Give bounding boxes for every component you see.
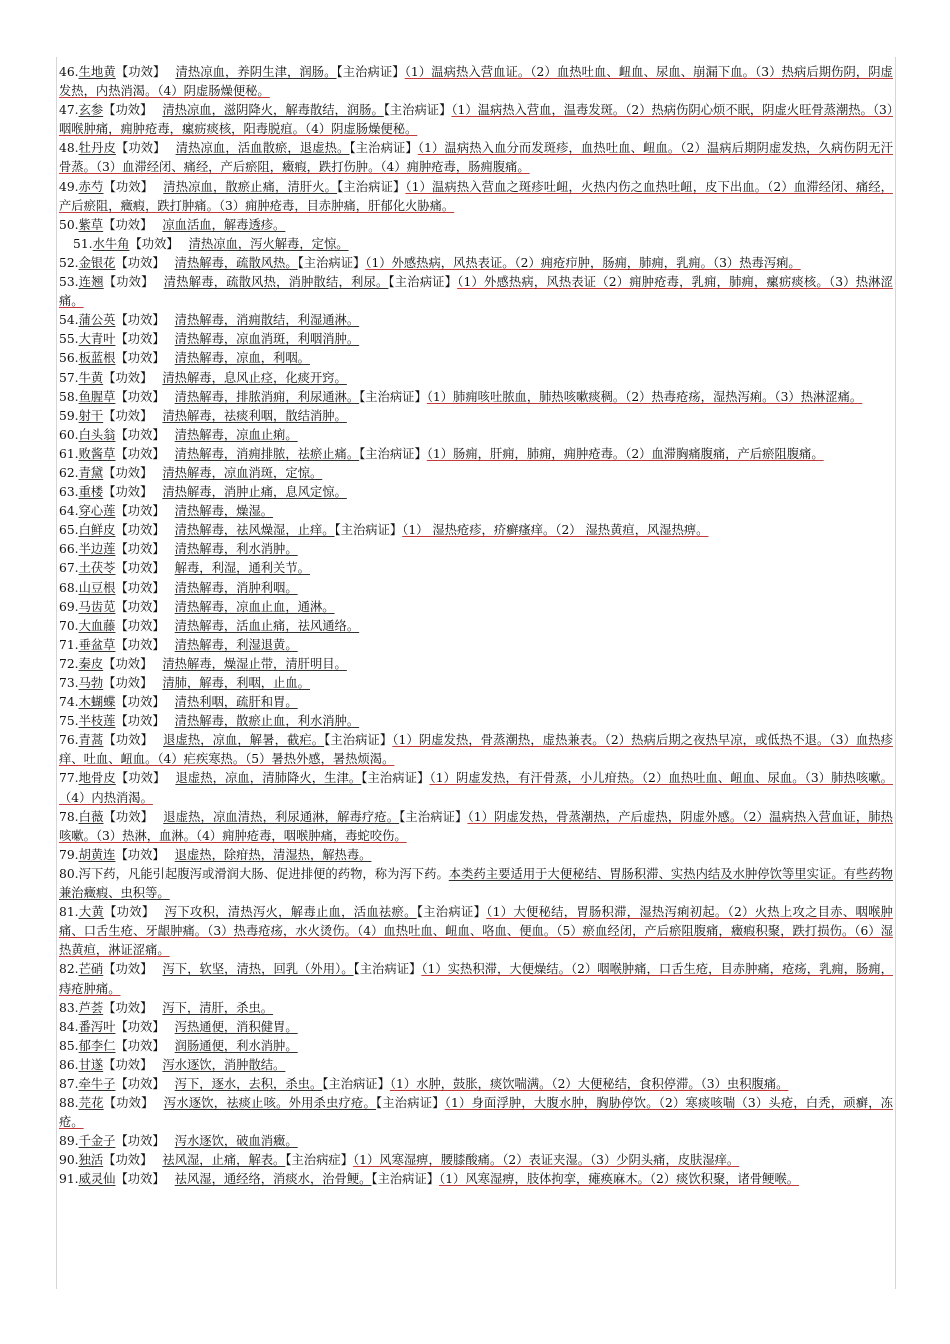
- efficacy-label: 【功效】: [115, 695, 165, 710]
- efficacy-text: 清热利咽，疏肝和胃。: [174, 695, 298, 710]
- indications-label: 【主治病症】: [285, 1153, 353, 1168]
- entry-number: 67.: [59, 561, 79, 576]
- indications-label: 【主治病证】: [336, 65, 405, 79]
- herb-entry: [59, 139, 893, 177]
- herb-name: 独活: [78, 1153, 104, 1168]
- indications-text: （1）实热积滞，大便燥结。（2）咽喉肿痛，口舌生疮，目赤肿痛，疮疡，乳痈，肠痈，痔疮肿痛。: [59, 962, 893, 996]
- herb-name: 连翘: [78, 275, 104, 290]
- efficacy-text: 清热解毒，燥湿。: [174, 504, 274, 519]
- efficacy-label: 【功效】: [115, 599, 165, 614]
- indications-text: （1）风寒湿痹，腰膝酸痛。（2）表证夹湿。（3）少阴头痛，皮肤湿痒。: [353, 1153, 740, 1168]
- indications-text: （1）温病热入血分而发斑疹，血热吐血、衄血。（2）温病后期阴虚发热，久病伤阴无汗骨蒸。（3）血滞经闭、痛经，产后瘀阻，癥瘕，跌打伤肿。（4）痈肿疮毒，肠痈腹痛。: [59, 141, 893, 175]
- herb-entry: [59, 464, 893, 483]
- indications-label: 【主治病证】: [416, 905, 487, 920]
- entry-number: 80.: [59, 866, 79, 881]
- entry-number: 63.: [59, 485, 79, 500]
- herb-entry: [59, 1037, 893, 1056]
- entry-number: 74.: [59, 695, 79, 710]
- efficacy-text: 清热解毒，消肿利咽。: [174, 580, 298, 595]
- efficacy-label: 【功效】: [103, 275, 154, 290]
- entry-number: 54.: [59, 313, 79, 328]
- efficacy-text: 祛风湿，通经络，消痰水，治骨鲠。: [174, 1172, 372, 1187]
- herb-name: 垂盆草: [78, 637, 116, 652]
- entry-number: 84.: [59, 1019, 79, 1034]
- entry-number: 57.: [59, 370, 79, 385]
- herb-entry: [59, 483, 893, 502]
- efficacy-text: 清热解毒，凉血，利咽。: [174, 351, 310, 366]
- entry-number: 88.: [59, 1096, 79, 1111]
- herb-entry: [59, 559, 893, 578]
- herb-entry: [59, 712, 893, 731]
- efficacy-text: 清热解毒，排脓消痈，利尿通淋。: [174, 389, 360, 404]
- indications-text: （1）大便秘结，胃肠积滞，湿热泻痢初起。（2）火热上攻之目赤、咽喉肿痛、口舌生疮、牙龈肿痛。（3）热毒疮疡，水火烫伤。（4）血热吐血、衄血、咯血、便血。（5）瘀血经闭，产后瘀阻腹痛，癥瘕积聚，跌打损伤。（6）湿热黄疸，淋证涩痛。: [59, 905, 893, 958]
- entry-list: [57, 57, 895, 1190]
- efficacy-text: 清热解毒，凉血止血，通淋。: [174, 599, 335, 614]
- efficacy-label: 【功效】: [115, 504, 165, 519]
- efficacy-text: 祛风湿，止痛，解表。: [162, 1153, 286, 1168]
- entry-number: 58.: [59, 389, 79, 404]
- efficacy-label: 【功效】: [115, 351, 165, 366]
- efficacy-label: 【功效】: [115, 618, 165, 633]
- section-scope: 本类药主要适用于大便秘结、胃肠积滞、实热内结及水肿停饮等里实证。有些药物兼治癥瘕、虫积等。: [59, 866, 893, 901]
- indications-label: 【主治病证】: [297, 255, 366, 270]
- herb-entry: [59, 426, 893, 445]
- indications-text: （1）水肿，鼓胀，痰饮喘满。（2）大便秘结，食积停滞。（3）虫积腹痛。: [389, 1076, 789, 1091]
- efficacy-text: 清热解毒，疏散风热，消肿散结，利尿。: [163, 275, 389, 290]
- herb-name: 马勃: [78, 676, 104, 690]
- herb-name: 地骨皮: [78, 771, 116, 786]
- efficacy-label: 【功效】: [115, 255, 165, 270]
- herb-name: 蒲公英: [78, 313, 116, 328]
- efficacy-label: 【功效】: [115, 714, 165, 729]
- entry-number: 76.: [59, 733, 79, 748]
- efficacy-text: 清热解毒，消痈散结，利湿通淋。: [174, 313, 360, 328]
- efficacy-label: 【功效】: [103, 408, 153, 423]
- herb-entry: [59, 407, 893, 426]
- indications-label: 【主治病证】: [324, 733, 393, 748]
- indications-label: 【主治病证】: [334, 523, 403, 538]
- herb-entry: [59, 502, 893, 521]
- efficacy-text: 清热凉血，滋阴降火，解毒散结，润肠。: [162, 103, 384, 118]
- herb-name: 胡黄连: [78, 847, 116, 862]
- efficacy-text: 清热解毒，凉血消斑，定惊。: [162, 465, 323, 480]
- efficacy-label: 【功效】: [115, 332, 165, 347]
- entry-number: 81.: [59, 905, 79, 920]
- efficacy-label: 【功效】: [115, 65, 166, 79]
- herb-name: 芒硝: [78, 962, 104, 977]
- efficacy-text: 泻水逐饮，祛痰止咳。外用杀虫疗疮。: [163, 1096, 376, 1111]
- herb-name: 甘遂: [78, 1057, 104, 1072]
- efficacy-text: 清热解毒，活血止痛，祛风通络。: [174, 618, 360, 633]
- indications-label: 【主治病证】: [359, 446, 427, 461]
- herb-entry: [59, 235, 893, 254]
- efficacy-text: 清热解毒，疏散风热。: [174, 255, 298, 270]
- herb-entry: [59, 1094, 893, 1132]
- indications-text: （1）温病热入营血证。（2）血热吐血、衄血、尿血、崩漏下血。（3）热病后期伤阴，阴虚发热，内热消渴。（4）阴虚肠燥便秘。: [59, 65, 893, 99]
- efficacy-label: 【功效】: [115, 1038, 165, 1053]
- entry-number: 65.: [59, 523, 79, 538]
- indications-text: （1）肠痈，肝痈，肺痈，痈肿疮毒。（2）血滞胸痛腹痛，产后瘀阻腹痛。: [426, 446, 824, 461]
- entry-number: 47.: [59, 103, 79, 118]
- entry-number: 60.: [59, 427, 79, 442]
- herb-name: 大血藤: [78, 618, 116, 633]
- herb-name: 鱼腥草: [78, 389, 116, 404]
- entry-number: 73.: [59, 676, 79, 690]
- efficacy-text: 清热凉血，泻火解毒，定惊。: [188, 236, 349, 251]
- efficacy-label: 【功效】: [115, 1019, 165, 1034]
- efficacy-label: 【功效】: [103, 656, 153, 671]
- herb-name: 射干: [78, 408, 104, 423]
- efficacy-label: 【功效】: [103, 962, 153, 977]
- herb-entry: [59, 731, 893, 769]
- herb-entry: [59, 349, 893, 368]
- entry-number: 75.: [59, 714, 79, 729]
- efficacy-label: 【功效】: [115, 141, 166, 156]
- herb-entry: [59, 674, 893, 693]
- herb-entry: [59, 445, 893, 464]
- efficacy-text: 清热解毒，祛痰利咽，散结消肿。: [162, 408, 347, 423]
- efficacy-text: 泻下，软坚，清热，回乳（外用）。: [162, 962, 354, 977]
- herb-entry: [59, 1170, 893, 1189]
- efficacy-text: 泻水逐饮，消肿散结。: [162, 1057, 286, 1072]
- entry-number: 89.: [59, 1134, 79, 1149]
- efficacy-label: 【功效】: [103, 1057, 153, 1072]
- herb-name: 大黄: [78, 905, 105, 920]
- herb-name: 秦皮: [78, 656, 104, 671]
- entry-number: 79.: [59, 847, 79, 862]
- efficacy-label: 【功效】: [115, 313, 165, 328]
- efficacy-label: 【功效】: [115, 1134, 165, 1149]
- indications-label: 【主治病证】: [322, 1076, 390, 1091]
- entry-number: 59.: [59, 408, 79, 423]
- efficacy-text: 清热解毒，消肿止痛，息风定惊。: [162, 485, 347, 500]
- entry-number: 71.: [59, 637, 79, 652]
- entry-number: 70.: [59, 618, 79, 633]
- herb-name: 番泻叶: [78, 1019, 116, 1034]
- herb-entry: [59, 388, 893, 407]
- efficacy-text: 清肺，解毒，利咽，止血。: [162, 676, 310, 690]
- efficacy-text: 清热凉血，养阴生津，润肠。: [175, 65, 337, 79]
- indications-text: （1）外感热病，风热表证（2）痈肿疮毒，乳痈，肺痈，瘰疬痰核。（3）热淋涩痛。: [59, 275, 893, 309]
- indications-text: （1）阴虚发热，骨蒸潮热，产后虚热，阴虚外感。（2）温病热入营血证，肺热咳嗽。（3）热淋，血淋。（4）痈肿疮毒，咽喉肿痛，毒蛇咬伤。: [59, 809, 893, 843]
- efficacy-text: 清热解毒，利湿退黄。: [174, 637, 298, 652]
- indications-label: 【主治病证】: [353, 962, 422, 977]
- entry-number: 82.: [59, 962, 79, 977]
- entry-number: 62.: [59, 465, 79, 480]
- entry-number: 53.: [59, 275, 79, 290]
- entry-number: 86.: [59, 1057, 79, 1072]
- herb-entry: [59, 846, 893, 865]
- herb-name: 白薇: [78, 809, 104, 824]
- herb-entry: [59, 598, 893, 617]
- efficacy-text: 清热解毒，息风止痉，化痰开窍。: [162, 370, 347, 385]
- herb-entry: [59, 769, 893, 807]
- entry-number: 50.: [59, 217, 79, 232]
- efficacy-label: 【功效】: [103, 485, 153, 500]
- indications-label: 【主治病证】: [359, 389, 427, 404]
- efficacy-label: 【功效】: [104, 905, 155, 920]
- indications-text: （1）风寒湿痹，肢体拘挛，瘫痪麻木。（2）痰饮积聚，诸骨鲠喉。: [439, 1172, 800, 1187]
- herb-name: 穿心莲: [78, 504, 116, 519]
- indications-label: 【主治病证】: [337, 179, 406, 194]
- efficacy-label: 【功效】: [103, 179, 154, 194]
- herb-entry: [59, 369, 893, 388]
- entry-number: 61.: [59, 446, 79, 461]
- efficacy-label: 【功效】: [115, 580, 165, 595]
- herb-entry: [59, 579, 893, 598]
- herb-entry: [59, 63, 893, 101]
- efficacy-text: 润肠通便，利水消肿。: [174, 1038, 298, 1053]
- indications-text: （1）肺痈咳吐脓血，肺热咳嗽痰稠。（2）热毒疮疡，湿热泻痢。（3）热淋涩痛。: [426, 389, 863, 404]
- efficacy-label: 【功效】: [103, 1153, 153, 1168]
- herb-name: 山豆根: [78, 580, 116, 595]
- herb-name: 芦荟: [78, 1000, 104, 1015]
- indications-text: （1） 湿热疮疹，疥癣瘙痒。（2） 湿热黄疸，风湿热痹。: [402, 523, 709, 538]
- herb-entry: [59, 903, 893, 960]
- herb-entry: [59, 617, 893, 636]
- indications-label: 【主治病证】: [371, 1172, 440, 1187]
- entry-number: 78.: [59, 809, 79, 824]
- herb-name: 千金子: [78, 1134, 116, 1149]
- efficacy-label: 【功效】: [103, 733, 153, 748]
- herb-entry: [59, 1075, 893, 1094]
- efficacy-label: 【功效】: [103, 809, 154, 824]
- efficacy-text: 清热凉血，活血散瘀，退虚热。: [175, 141, 350, 156]
- indications-label: 【主治病证】: [383, 103, 452, 118]
- herb-name: 白鲜皮: [78, 523, 116, 538]
- herb-entry: [59, 254, 893, 273]
- efficacy-text: 泻下，清肝，杀虫。: [162, 1000, 274, 1015]
- entry-number: 83.: [59, 1000, 79, 1015]
- indications-label: 【主治病证】: [399, 809, 468, 824]
- herb-name: 大青叶: [78, 332, 116, 347]
- herb-name: 水牛角: [92, 236, 130, 251]
- efficacy-label: 【功效】: [115, 847, 165, 862]
- efficacy-text: 解毒，利湿，通利关节。: [174, 561, 310, 576]
- indications-text: （1）阴虚发热，有汗骨蒸，小儿疳热。（2）血热吐血、衄血、尿血。（3）肺热咳嗽。（4）内热消渴。: [59, 771, 893, 805]
- efficacy-text: 泻热通便，消积健胃。: [174, 1019, 298, 1034]
- herb-name: 败酱草: [78, 446, 116, 461]
- herb-entry: [59, 1056, 893, 1075]
- herb-name: 生地黄: [78, 65, 116, 79]
- herb-name: 半边莲: [78, 542, 116, 557]
- efficacy-label: 【功效】: [103, 465, 153, 480]
- herb-entry: [59, 808, 893, 846]
- herb-entry: [59, 999, 893, 1018]
- herb-entry: [59, 655, 893, 674]
- herb-name: 青黛: [78, 465, 104, 480]
- efficacy-label: 【功效】: [103, 1096, 154, 1111]
- entry-number: 68.: [59, 580, 79, 595]
- entry-number: 72.: [59, 656, 79, 671]
- herb-entry: [59, 1018, 893, 1037]
- efficacy-label: 【功效】: [103, 370, 153, 385]
- herb-entry: [59, 693, 893, 712]
- efficacy-label: 【功效】: [103, 676, 153, 690]
- efficacy-label: 【功效】: [115, 389, 165, 404]
- efficacy-label: 【功效】: [115, 542, 165, 557]
- efficacy-text: 清热解毒，凉血消斑，利咽消肿。: [174, 332, 360, 347]
- efficacy-label: 【功效】: [115, 637, 165, 652]
- indications-text: （1）阴虚发热，骨蒸潮热，虚热兼表。（2）热病后期之夜热早凉，或低热不退。（3）血热疹痒、吐血、衄血。（4）疟疾寒热。（5）暑热外感，暑热烦渴。: [59, 733, 893, 767]
- efficacy-label: 【功效】: [115, 1172, 165, 1187]
- entry-number: 48.: [59, 141, 79, 156]
- indications-text: （1）身面浮肿，大腹水肿，胸胁停饮。（2）寒痰咳喘（3）头疮，白秃，顽癣，冻疮。: [59, 1096, 893, 1130]
- efficacy-label: 【功效】: [103, 103, 153, 118]
- herb-name: 紫草: [78, 217, 104, 232]
- efficacy-text: 泻水逐饮，破血消癥。: [174, 1134, 298, 1149]
- efficacy-text: 清热解毒，凉血止痢。: [174, 427, 298, 442]
- efficacy-text: 退虚热，除疳热，清湿热，解热毒。: [174, 847, 372, 862]
- herb-entry: [59, 521, 893, 540]
- herb-name: 板蓝根: [78, 351, 116, 366]
- efficacy-label: 【功效】: [129, 236, 179, 251]
- entry-number: 51.: [73, 236, 93, 251]
- herb-name: 牵牛子: [78, 1076, 116, 1091]
- document-page: [56, 57, 896, 1289]
- efficacy-label: 【功效】: [115, 427, 165, 442]
- entry-number: 46.: [59, 65, 79, 79]
- herb-name: 金银花: [78, 255, 116, 270]
- efficacy-text: 清热凉血，散瘀止痛，清肝火。: [163, 179, 338, 194]
- herb-name: 玄参: [78, 103, 104, 118]
- herb-entry: [59, 636, 893, 655]
- indications-label: 【主治病证】: [375, 1096, 445, 1111]
- herb-name: 赤芍: [78, 179, 104, 194]
- entry-number: 55.: [59, 332, 79, 347]
- herb-entry: [59, 101, 893, 139]
- efficacy-text: 清热解毒，燥湿止带，清肝明目。: [162, 656, 347, 671]
- herb-name: 白头翁: [78, 427, 116, 442]
- herb-entry: [59, 178, 893, 216]
- herb-entry: [59, 330, 893, 349]
- herb-entry: [59, 273, 893, 311]
- entry-number: 91.: [59, 1172, 79, 1187]
- efficacy-text: 退虚热，凉血，清肺降火，生津。: [175, 771, 362, 786]
- herb-entry: [59, 311, 893, 330]
- efficacy-text: 泻下攻积，清热泻火，解毒止血，活血祛瘀。: [164, 905, 417, 920]
- herb-name: 青蒿: [78, 733, 104, 748]
- section-intro: 泻下药，凡能引起腹泻或滑润大肠、促进排便的药物，称为泻下药。: [78, 866, 449, 881]
- indications-label: 【主治病证】: [388, 275, 458, 290]
- efficacy-text: 凉血活血，解毒透疹。: [162, 217, 286, 232]
- efficacy-text: 清热解毒，散瘀止血，利水消肿。: [174, 714, 360, 729]
- efficacy-text: 清热解毒，利水消肿。: [174, 542, 298, 557]
- entry-number: 87.: [59, 1076, 79, 1091]
- herb-name: 半枝莲: [78, 714, 116, 729]
- indications-label: 【主治病证】: [349, 141, 418, 156]
- indications-label: 【主治病证】: [361, 771, 430, 786]
- efficacy-label: 【功效】: [103, 217, 153, 232]
- entry-number: 49.: [59, 179, 79, 194]
- herb-entry: [59, 540, 893, 559]
- efficacy-text: 清热解毒，消痈排脓，祛瘀止痛。: [174, 446, 360, 461]
- efficacy-text: 退虚热，凉血，解暑，截疟。: [163, 733, 325, 748]
- herb-name: 威灵仙: [78, 1172, 116, 1187]
- entry-number: 85.: [59, 1038, 79, 1053]
- herb-name: 土茯苓: [78, 561, 116, 576]
- efficacy-label: 【功效】: [115, 561, 165, 576]
- efficacy-text: 泻下，逐水，去积，杀虫。: [174, 1076, 323, 1091]
- herb-name: 芫花: [78, 1096, 104, 1111]
- herb-entry: [59, 216, 893, 235]
- entry-number: 66.: [59, 542, 79, 557]
- herb-name: 牛黄: [78, 370, 104, 385]
- efficacy-text: 清热解毒，祛风燥湿，止痒。: [174, 523, 335, 538]
- efficacy-label: 【功效】: [115, 523, 165, 538]
- entry-number: 90.: [59, 1153, 79, 1168]
- entry-number: 56.: [59, 351, 79, 366]
- herb-name: 马齿苋: [78, 599, 116, 614]
- herb-name: 木蝴蝶: [78, 695, 116, 710]
- indications-text: （1）外感热病，风热表证。（2）痈疮疖肿，肠痈，肺痈，乳痈。（3）热毒泻痢。: [365, 255, 801, 270]
- herb-entry: [59, 960, 893, 998]
- entry-number: 69.: [59, 599, 79, 614]
- indications-text: （1）温病热入营血之斑疹吐衄，火热内伤之血热吐衄，皮下出血。（2）血滞经闭、痛经，产后瘀阻，癥瘕，跌打肿痛。（3）痈肿疮毒，目赤肿痛，肝郁化火胁痛。: [59, 179, 893, 213]
- entry-number: 52.: [59, 255, 79, 270]
- herb-entry: [59, 1151, 893, 1170]
- indications-text: （1）温病热入营血，温毒发斑。（2）热病伤阴心烦不眠，阴虚火旺骨蒸潮热。（3）咽喉肿痛，痈肿疮毒，瘰疬痰核，阳毒脱疽。（4）阴虚肠燥便秘。: [59, 103, 893, 137]
- entry-number: 64.: [59, 504, 79, 519]
- herb-entry: [59, 865, 893, 903]
- efficacy-label: 【功效】: [115, 771, 166, 786]
- entry-number: 77.: [59, 771, 79, 786]
- efficacy-text: 退虚热，凉血清热，利尿通淋，解毒疗疮。: [163, 809, 400, 824]
- herb-name: 重楼: [78, 485, 104, 500]
- herb-name: 郁李仁: [78, 1038, 116, 1053]
- efficacy-label: 【功效】: [115, 1076, 165, 1091]
- efficacy-label: 【功效】: [103, 1000, 153, 1015]
- efficacy-label: 【功效】: [115, 446, 165, 461]
- herb-name: 牡丹皮: [78, 141, 116, 156]
- herb-entry: [59, 1132, 893, 1151]
